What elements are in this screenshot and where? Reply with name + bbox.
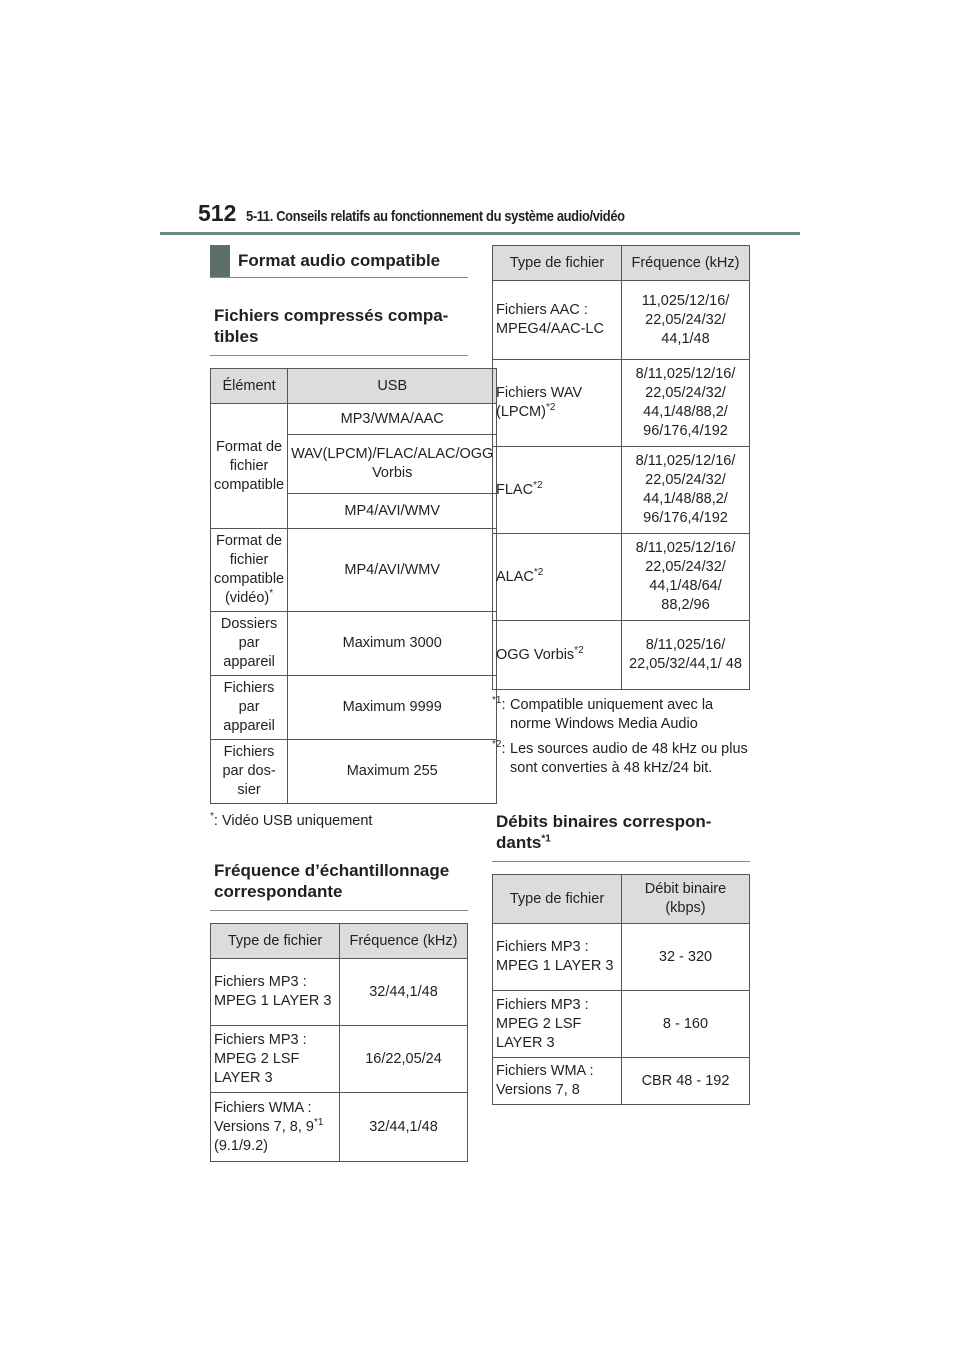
table-cell: 32/44,1/48 xyxy=(340,959,468,1026)
cell-text: ALAC xyxy=(496,568,534,585)
compressed-files-heading: Fichiers compressés compa-tibles xyxy=(210,300,468,356)
table-cell: WAV(LPCM)/FLAC/ALAC/OGG Vorbis xyxy=(288,435,497,494)
header-file-type: Type de fichier xyxy=(211,924,340,959)
header-usb: USB xyxy=(288,369,497,404)
table-cell xyxy=(493,621,622,690)
table-cell: Fichiers MP3 : MPEG 2 LSF LAYER 3 xyxy=(211,1026,340,1093)
header-frequency: Fréquence (kHz) xyxy=(340,924,468,959)
table-cell: Fichiers par dos-sier xyxy=(211,740,288,804)
table-row xyxy=(493,1058,750,1105)
section-title: Format audio compatible xyxy=(238,251,441,270)
header-element: Élément xyxy=(211,369,288,404)
sampling-table xyxy=(210,923,468,1162)
table-row xyxy=(493,924,750,991)
table-header-row xyxy=(493,875,750,924)
footnote-2 xyxy=(492,740,750,778)
table-cell: Fichiers par appareil xyxy=(211,676,288,740)
cell-text: Fichiers WAV (LPCM) xyxy=(496,385,583,420)
table-cell: Dossiers par appareil xyxy=(211,612,288,676)
footnote-ref: *2 xyxy=(533,479,543,491)
table-cell xyxy=(493,360,622,447)
table-cell xyxy=(211,1093,340,1162)
table-cell: Fichiers WMA : Versions 7, 8 xyxy=(493,1058,622,1105)
table-cell: Maximum 255 xyxy=(288,740,497,804)
table-row xyxy=(211,676,497,740)
footnote-mark: $^{*1}$: xyxy=(492,695,506,713)
cell-text: (9.1/9.2) xyxy=(214,1137,268,1154)
table-cell: Fichiers MP3 : MPEG 2 LSF LAYER 3 xyxy=(493,991,622,1058)
right-column xyxy=(492,245,750,1105)
table-cell: 8/11,025/12/16/ 22,05/24/32/ 44,1/48/88,2/ 96/176,4/192 xyxy=(622,360,750,447)
chapter-title: 5-11. Conseils relatifs au fonctionnement du système audio/vidéo xyxy=(246,208,625,225)
table-cell xyxy=(493,534,622,621)
table-header-row xyxy=(211,924,468,959)
cell-text: OGG Vorbis xyxy=(496,646,575,663)
page-number: 512 xyxy=(198,200,237,226)
footnote-ref: * xyxy=(269,588,274,600)
footnote-mark: $^{*2}$: xyxy=(492,739,506,757)
table-cell: Format de fichier compatible xyxy=(211,404,288,529)
table-cell xyxy=(211,529,288,612)
table-cell xyxy=(493,447,622,534)
table-row xyxy=(211,612,497,676)
bitrate-table xyxy=(492,874,750,1105)
table-row xyxy=(493,281,750,360)
cell-text: Format de fichier compatible (vidéo) xyxy=(214,533,285,606)
footnote-mark: * xyxy=(210,811,214,823)
footnote-ref: *2 xyxy=(545,402,556,414)
header-file-type: Type de fichier xyxy=(493,875,622,924)
footnote-ref: *1 xyxy=(541,833,551,845)
table-header-row xyxy=(211,369,497,404)
table-row xyxy=(211,740,497,804)
table-row xyxy=(211,529,497,612)
table-row xyxy=(493,621,750,690)
compressed-files-table xyxy=(210,368,497,804)
table-cell: Fichiers AAC : MPEG4/AAC-LC xyxy=(493,281,622,360)
footnote-text: : Vidéo USB uniquement xyxy=(213,813,373,829)
table-cell: 32/44,1/48 xyxy=(340,1093,468,1162)
section-heading xyxy=(210,245,468,278)
header-rule xyxy=(160,232,800,235)
table-row xyxy=(493,991,750,1058)
table-cell: MP3/WMA/AAC xyxy=(288,404,497,435)
footnote-text: Les sources audio de 48 kHz ou plus sont converties à 48 kHz/24 bit. xyxy=(510,741,748,776)
table-row xyxy=(211,1026,468,1093)
table-cell: 8/11,025/12/16/ 22,05/24/32/ 44,1/48/88,2/ 96/176,4/192 xyxy=(622,447,750,534)
table-cell: 32 - 320 xyxy=(622,924,750,991)
sampling-heading: Fréquence d’échantillonnage correspondante xyxy=(210,855,468,911)
table-cell: 8/11,025/12/16/ 22,05/24/32/ 44,1/48/64/ 88,2/96 xyxy=(622,534,750,621)
table-cell: CBR 48 - 192 xyxy=(622,1058,750,1105)
footnote-ref: *2 xyxy=(574,644,584,656)
header-bitrate: Débit binaire (kbps) xyxy=(622,875,750,924)
cell-text: FLAC xyxy=(496,481,534,498)
table-row xyxy=(211,404,497,435)
table-cell: 8/11,025/16/ 22,05/32/44,1/ 48 xyxy=(622,621,750,690)
table-cell: 16/22,05/24 xyxy=(340,1026,468,1093)
footnote-video xyxy=(210,812,468,831)
footnote-text: Compatible uniquement avec la norme Windows Media Audio xyxy=(510,697,714,732)
table-row xyxy=(493,534,750,621)
footnote-1 xyxy=(492,696,750,734)
footnote-ref: *1 xyxy=(313,1116,324,1128)
table-cell: MP4/AVI/WMV xyxy=(288,494,497,529)
footnote-ref: *2 xyxy=(533,566,544,578)
table-header-row xyxy=(493,246,750,281)
table-cell: 11,025/12/16/ 22,05/24/32/ 44,1/48 xyxy=(622,281,750,360)
heading-text: Débits binaires correspon-dants xyxy=(496,812,712,852)
table-row xyxy=(211,959,468,1026)
sampling-table-continued xyxy=(492,245,750,690)
table-cell: 8 - 160 xyxy=(622,991,750,1058)
table-cell: Fichiers MP3 : MPEG 1 LAYER 3 xyxy=(211,959,340,1026)
header-frequency: Fréquence (kHz) xyxy=(622,246,750,281)
table-row xyxy=(211,1093,468,1162)
left-column xyxy=(210,245,494,1162)
bitrate-heading xyxy=(492,806,750,862)
table-row xyxy=(493,360,750,447)
table-cell: MP4/AVI/WMV xyxy=(288,529,497,612)
table-cell: Maximum 3000 xyxy=(288,612,497,676)
cell-text: Fichiers WMA : Versions 7, 8, 9 xyxy=(214,1099,314,1135)
header-file-type: Type de fichier xyxy=(493,246,622,281)
table-cell: Fichiers MP3 : MPEG 1 LAYER 3 xyxy=(493,924,622,991)
table-cell: Maximum 9999 xyxy=(288,676,497,740)
table-row xyxy=(493,447,750,534)
heading-marker xyxy=(210,245,230,277)
